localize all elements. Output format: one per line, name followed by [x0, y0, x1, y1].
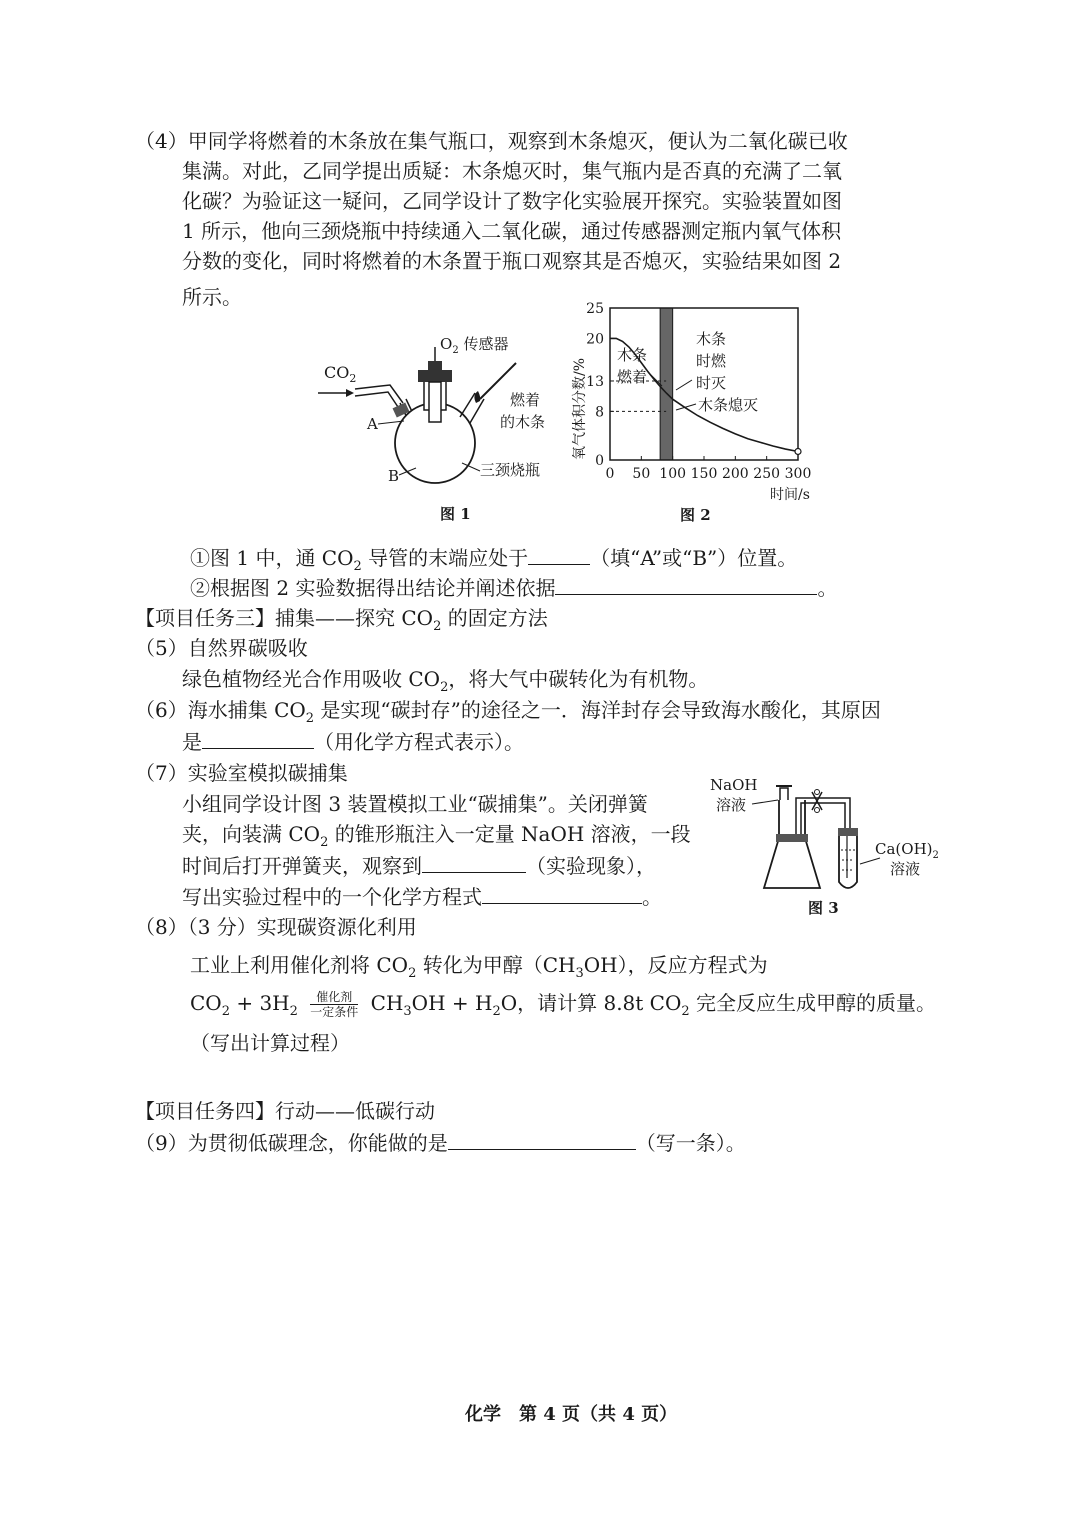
q6-line-2: 是 （用化学方程式表示）。 [182, 726, 524, 757]
y-tick-label: 13 [586, 373, 604, 390]
q4-sub1: ①图 1 中，通 $CO_2$ 导管的末端应处于 （填“A”或“B”）位置。 [190, 542, 797, 573]
x-tick-label: 200 [721, 466, 749, 482]
annotation-burning: 木条 [617, 346, 648, 364]
fig3-naoh-label-1: NaOH [710, 776, 758, 794]
y-tick-label: 8 [595, 404, 604, 421]
q4-line-2: 集满。对此，乙同学提出质疑：木条熄灭时，集气瓶内是否真的充满了二氧 [182, 159, 842, 183]
fig3-caoh-label-1: $Ca(OH)_2$ [875, 840, 939, 861]
q7-line-2: 夹，向装满 $CO_2$ 的锥形瓶注入一定量 NaOH 溶液，一段 [182, 822, 691, 850]
fig1-stick-label-1: 燃着 [510, 391, 541, 409]
q4-line-1: （4）甲同学将燃着的木条放在集气瓶口，观察到木条熄灭，便认为二氧化碳已收 [135, 129, 848, 153]
q4-line-6: 所示。 [182, 285, 242, 309]
task4-heading: 【项目任务四】行动——低碳行动 [135, 1099, 435, 1123]
end-point [795, 448, 801, 454]
annotation-flicker: 时灭 [696, 374, 727, 392]
fig1-flask-label: 三颈烧瓶 [480, 461, 541, 479]
q5-body: 绿色植物经光合作用吸收 $CO_2$，将大气中碳转化为有机物。 [182, 667, 709, 695]
answer-blank-a-or-b[interactable] [528, 542, 590, 565]
figure-2-chart [560, 300, 820, 530]
x-tick-label: 50 [632, 466, 651, 482]
y-tick-label: 25 [586, 301, 604, 317]
annotation-pointer [676, 380, 692, 390]
q5-title: （5）自然界碳吸收 [135, 636, 308, 660]
q7-line-4: 写出实验过程中的一个化学方程式 。 [182, 881, 662, 912]
fig1-label-b: B [388, 467, 400, 485]
q4-line-3: 化碳？为验证这一疑问，乙同学设计了数字化实验展开探究。实验装置如图 [182, 189, 842, 213]
annotation-flicker: 木条 [696, 330, 727, 348]
y-tick-label: 0 [595, 453, 604, 469]
q7-title: （7）实验室模拟碳捕集 [135, 761, 348, 785]
annotation-out: 木条熄灭 [698, 396, 759, 414]
annotation-flicker: 时燃 [696, 352, 727, 370]
q8-title: （8）（3 分）实现碳资源化利用 [135, 915, 417, 939]
answer-blank-acidification-equation[interactable] [202, 726, 314, 749]
annotation-burning: 燃着 [617, 368, 648, 386]
page-footer: 化学 第 4 页（共 4 页） [465, 1404, 678, 1425]
fig3-caoh-label-2: 溶液 [890, 860, 921, 878]
fig3-naoh-label-2: 溶液 [716, 796, 747, 814]
transition-band [660, 308, 673, 460]
fig1-sensor-label: $O_2$ 传感器 [440, 335, 509, 356]
x-tick-label: 300 [784, 466, 812, 482]
answer-blank-conclusion[interactable] [555, 572, 817, 595]
fig3-caption: 图 3 [808, 899, 839, 917]
y-tick-label: 20 [586, 331, 604, 348]
fig1-label-a: A [367, 415, 378, 433]
q7-line-3: 时间后打开弹簧夹，观察到 （实验现象）， [182, 850, 656, 881]
x-tick-label: 0 [605, 466, 615, 482]
q8-line-1: 工业上利用催化剂将 $CO_2$ 转化为甲醇$(CH_3OH)$，反应方程式为 [190, 953, 768, 981]
task3-heading: 【项目任务三】捕集——探究 $CO_2$ 的固定方法 [135, 606, 548, 634]
fig1-caption: 图 1 [440, 505, 471, 523]
q8-line-3: （写出计算过程） [190, 1031, 350, 1055]
fig1-co2-label: $CO_2$ [324, 363, 357, 385]
q9: （9）为贯彻低碳理念，你能做的是 （写一条）。 [135, 1127, 746, 1158]
fig1-stick-label-2: 的木条 [500, 413, 546, 431]
q4-line-4: 1 所示，他向三颈烧瓶中持续通入二氧化碳，通过传感器测定瓶内氧气体积 [182, 219, 842, 243]
reaction-condition: $\frac{\text{催化剂}}{\text{一定条件}}$ [310, 990, 359, 1019]
q7-line-1: 小组同学设计图 3 装置模拟工业“碳捕集”。关闭弹簧 [182, 792, 648, 816]
q4-line-5: 分数的变化，同时将燃着的木条置于瓶口观察其是否熄灭，实验结果如图 2 [182, 249, 842, 273]
q8-equation: $CO_2 + 3H_2$ $\frac{\text{催化剂}}{\text{一定条件}}$ $CH_3OH + H_2O$，请计算 8.8t $CO_2$ 完全反应生成甲醇的质量。 [190, 990, 937, 1019]
answer-blank-equation[interactable] [482, 881, 642, 904]
x-tick-label: 250 [753, 466, 781, 482]
figure-3-apparatus [700, 770, 950, 920]
q6-line-1: （6）海水捕集 $CO_2$ 是实现“碳封存”的途径之一．海洋封存会导致海水酸化，其原因 [135, 698, 881, 726]
answer-blank-low-carbon-action[interactable] [448, 1127, 636, 1150]
x-tick-label: 100 [659, 466, 687, 482]
fig2-caption: 图 2 [680, 506, 711, 524]
figure-1-apparatus [310, 325, 560, 530]
q4-sub2: ②根据图 2 实验数据得出结论并阐述依据 。 [190, 572, 837, 603]
fig2-ylabel: 氧气体积分数/% [572, 357, 588, 460]
x-tick-label: 150 [690, 466, 718, 482]
answer-blank-phenomenon[interactable] [422, 850, 526, 873]
fig2-xlabel: 时间/s [770, 487, 810, 503]
